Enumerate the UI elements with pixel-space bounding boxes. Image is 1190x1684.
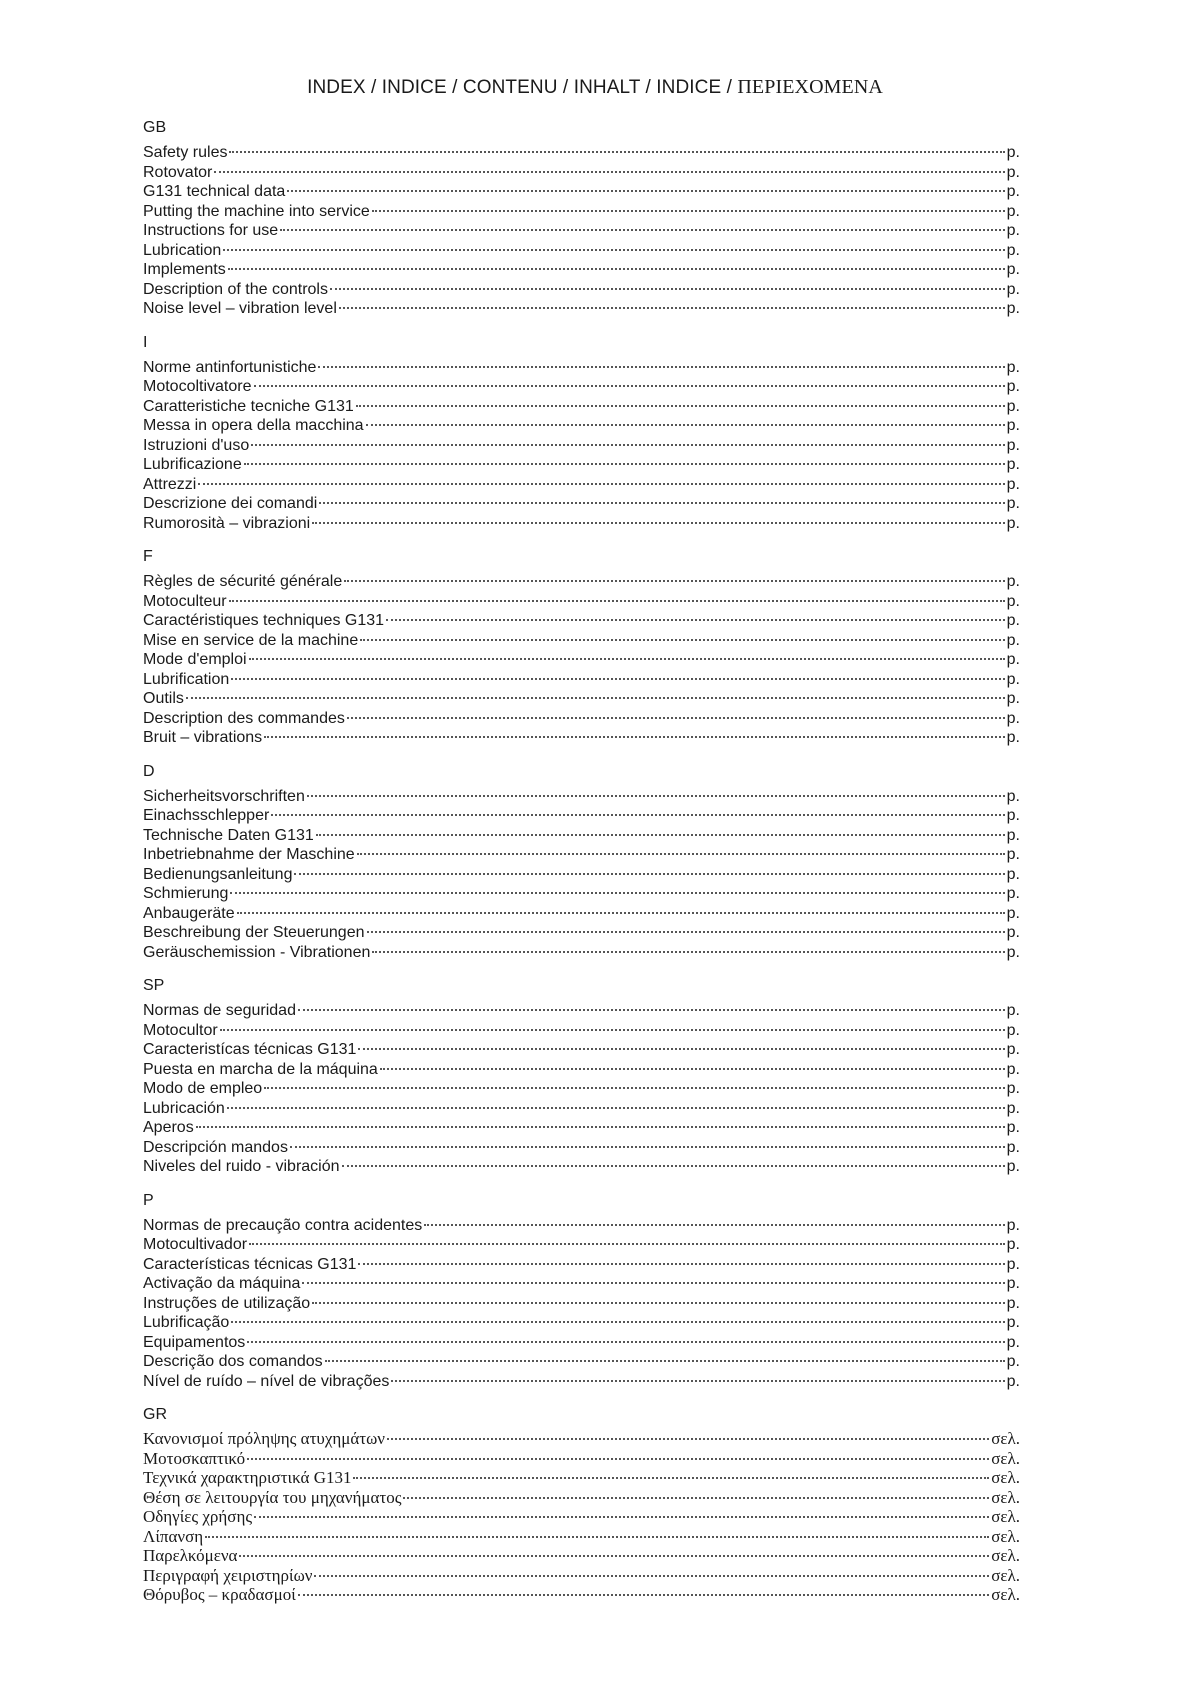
entry-label: Modo de empleo bbox=[143, 1080, 263, 1097]
entry-label: Technische Daten G131 bbox=[143, 826, 314, 844]
section-language-code: D bbox=[143, 762, 155, 780]
dot-leader bbox=[307, 781, 1005, 801]
entry-page-ref: p. bbox=[1006, 456, 1020, 473]
entry-label: Lubrification bbox=[143, 670, 230, 688]
entry-page-ref: p. bbox=[1006, 514, 1020, 532]
index-entry bbox=[143, 664, 1020, 688]
dot-leader bbox=[220, 1015, 1005, 1035]
entry-label: Implements bbox=[143, 261, 226, 278]
entry-label: Παρελκόμενα bbox=[143, 1546, 238, 1565]
entry-label: Description of the controls bbox=[143, 280, 328, 298]
entry-label: Lubricación bbox=[143, 1099, 225, 1117]
entry-page-ref: p. bbox=[1006, 1041, 1020, 1058]
entry-page-ref: p. bbox=[1006, 1119, 1020, 1136]
index-entry bbox=[143, 255, 1020, 278]
entry-label: Norme antinfortunistiche bbox=[143, 358, 317, 376]
entry-page-ref: p. bbox=[1006, 846, 1020, 863]
dot-leader bbox=[339, 294, 1005, 314]
index-entry bbox=[143, 450, 1020, 473]
entry-label: Outils bbox=[143, 690, 184, 707]
index-section-gb bbox=[143, 118, 1020, 317]
index-entry bbox=[143, 1542, 1020, 1565]
entry-page-ref: p. bbox=[1006, 436, 1020, 454]
entry-page-ref: p. bbox=[1006, 612, 1020, 629]
entry-label: Noise level – vibration level bbox=[143, 300, 337, 317]
index-section-sp bbox=[143, 976, 1020, 1175]
entry-label: Anbaugeräte bbox=[143, 904, 235, 922]
index-entry bbox=[143, 352, 1020, 376]
index-entry bbox=[143, 177, 1020, 200]
index-entry bbox=[143, 1132, 1020, 1156]
entry-page-ref: p. bbox=[1006, 241, 1020, 259]
entry-label: Θόρυβος – κραδασμοί bbox=[143, 1585, 296, 1604]
entry-page-ref: p. bbox=[1006, 222, 1020, 239]
index-entry bbox=[143, 684, 1020, 707]
dot-leader bbox=[264, 723, 1004, 743]
dot-leader bbox=[344, 567, 1004, 587]
entry-page-ref: p. bbox=[1006, 202, 1020, 220]
entry-page-ref: p. bbox=[1006, 651, 1020, 668]
entry-page-ref: p. bbox=[1006, 280, 1020, 298]
section-language-code: I bbox=[143, 333, 148, 351]
entry-page-ref: p. bbox=[1006, 261, 1020, 278]
entry-page-ref: p. bbox=[1006, 826, 1020, 844]
dot-leader bbox=[254, 1503, 989, 1523]
entry-page-ref: p. bbox=[1006, 924, 1020, 941]
dot-leader bbox=[230, 879, 1004, 899]
dot-leader bbox=[251, 430, 1004, 450]
entry-page-ref: p. bbox=[1006, 144, 1020, 161]
dot-leader bbox=[380, 1054, 1005, 1074]
entry-label: Règles de sécurité générale bbox=[143, 573, 343, 590]
entry-label: Características técnicas G131 bbox=[143, 1255, 357, 1273]
index-entry bbox=[143, 1015, 1020, 1039]
entry-page-ref: p. bbox=[1006, 1236, 1020, 1253]
dot-leader bbox=[231, 664, 1004, 684]
entry-label: Beschreibung der Steuerungen bbox=[143, 924, 365, 941]
dot-leader bbox=[391, 1366, 1004, 1386]
section-language-code: P bbox=[143, 1191, 154, 1209]
dot-leader bbox=[302, 1269, 1004, 1289]
section-language-code: SP bbox=[143, 977, 165, 994]
entry-label: Putting the machine into service bbox=[143, 202, 370, 220]
entry-page-ref: p. bbox=[1006, 865, 1020, 883]
entry-label: Aperos bbox=[143, 1119, 194, 1136]
entry-page-ref: p. bbox=[1006, 1080, 1020, 1097]
entry-page-ref: p. bbox=[1006, 1002, 1020, 1019]
entry-page-ref: p. bbox=[1006, 183, 1020, 200]
entry-page-ref: p. bbox=[1006, 163, 1020, 181]
entry-label: Instructions for use bbox=[143, 222, 279, 239]
entry-label: Mise en service de la machine bbox=[143, 631, 359, 649]
index-entry bbox=[143, 586, 1020, 610]
entry-page-ref: p. bbox=[1006, 1138, 1020, 1156]
index-entry bbox=[143, 1210, 1020, 1234]
index-entry bbox=[143, 1230, 1020, 1253]
dot-leader bbox=[360, 625, 1004, 645]
entry-label: Mode d'emploi bbox=[143, 651, 247, 668]
index-entry bbox=[143, 372, 1020, 395]
entry-page-ref: p. bbox=[1006, 1372, 1020, 1390]
index-entry bbox=[143, 898, 1020, 922]
entry-page-ref: p. bbox=[1006, 943, 1020, 961]
entry-page-ref: p. bbox=[1006, 670, 1020, 688]
dot-leader bbox=[372, 937, 1004, 957]
entry-label: Messa in opera della macchina bbox=[143, 417, 364, 434]
title-latin: INDEX / INDICE / CONTENU / INHALT / INDICE / bbox=[307, 77, 738, 98]
entry-label: Rotovator bbox=[143, 163, 213, 181]
dot-leader bbox=[298, 996, 1005, 1016]
index-entry bbox=[143, 157, 1020, 181]
entry-label: Lubrificação bbox=[143, 1314, 230, 1331]
entry-page-ref: p. bbox=[1006, 1255, 1020, 1273]
dot-leader bbox=[287, 177, 1004, 197]
entry-page-ref: σελ. bbox=[991, 1526, 1020, 1546]
entry-label: Istruzioni d'uso bbox=[143, 436, 250, 454]
entry-page-ref: p. bbox=[1006, 1216, 1020, 1234]
entry-page-ref: σελ. bbox=[991, 1468, 1020, 1487]
entry-label: Caractéristiques techniques G131 bbox=[143, 612, 385, 629]
index-entry bbox=[143, 1522, 1020, 1546]
entry-page-ref: p. bbox=[1006, 690, 1020, 707]
dot-leader bbox=[237, 898, 1005, 918]
index-entry bbox=[143, 1093, 1020, 1117]
entry-page-ref: p. bbox=[1006, 631, 1020, 649]
entry-page-ref: p. bbox=[1006, 573, 1020, 590]
entry-page-ref: p. bbox=[1006, 495, 1020, 512]
entry-label: Geräuschemission - Vibrationen bbox=[143, 943, 371, 961]
entry-label: Instruções de utilização bbox=[143, 1294, 311, 1312]
index-entry bbox=[143, 703, 1020, 727]
page-title bbox=[0, 76, 1190, 99]
index-entry bbox=[143, 1113, 1020, 1136]
dot-leader bbox=[330, 274, 1005, 294]
dot-leader bbox=[290, 1132, 1005, 1152]
entry-page-ref: σελ. bbox=[991, 1429, 1020, 1448]
index-section-f bbox=[143, 547, 1020, 746]
index-entry bbox=[143, 1561, 1020, 1585]
dot-leader bbox=[387, 1425, 989, 1445]
title-greek: ΠΕΡΙΕΧΟΜΕΝΑ bbox=[737, 76, 883, 98]
entry-label: Caracteristícas técnicas G131 bbox=[143, 1041, 357, 1058]
entry-label: Safety rules bbox=[143, 144, 228, 161]
entry-page-ref: p. bbox=[1006, 1275, 1020, 1292]
index-entry bbox=[143, 645, 1020, 668]
dot-leader bbox=[198, 469, 1004, 489]
entry-label: Motocoltivatore bbox=[143, 378, 252, 395]
dot-leader bbox=[247, 1444, 989, 1464]
entry-page-ref: p. bbox=[1006, 709, 1020, 727]
dot-leader bbox=[325, 1347, 1005, 1367]
entry-page-ref: p. bbox=[1006, 807, 1020, 824]
dot-leader bbox=[186, 684, 1005, 704]
index-section-gr bbox=[143, 1405, 1020, 1604]
index-entry bbox=[143, 1444, 1020, 1468]
entry-page-ref: p. bbox=[1006, 358, 1020, 376]
entry-label: Λίπανση bbox=[143, 1526, 204, 1546]
dot-leader bbox=[249, 645, 1005, 665]
entry-page-ref: p. bbox=[1006, 904, 1020, 922]
index-entry bbox=[143, 567, 1020, 590]
index-entry bbox=[143, 879, 1020, 902]
dot-leader bbox=[358, 1035, 1004, 1055]
dot-leader bbox=[249, 1230, 1005, 1250]
section-language-code: F bbox=[143, 548, 153, 565]
dot-leader bbox=[223, 235, 1004, 255]
index-sections bbox=[143, 118, 1020, 1620]
index-entry bbox=[143, 820, 1020, 844]
entry-page-ref: σελ. bbox=[991, 1487, 1020, 1507]
index-entry bbox=[143, 1425, 1020, 1448]
dot-leader bbox=[312, 508, 1004, 528]
index-entry bbox=[143, 723, 1020, 746]
entry-label: Nível de ruído – nível de vibrações bbox=[143, 1372, 390, 1390]
dot-leader bbox=[312, 1288, 1004, 1308]
entry-page-ref: p. bbox=[1006, 1353, 1020, 1370]
entry-label: Lubrication bbox=[143, 241, 222, 259]
entry-page-ref: p. bbox=[1006, 787, 1020, 805]
entry-page-ref: p. bbox=[1006, 1294, 1020, 1312]
index-entry bbox=[143, 1308, 1020, 1331]
index-entry bbox=[143, 430, 1020, 454]
entry-page-ref: σελ. bbox=[991, 1448, 1020, 1468]
index-entry bbox=[143, 1327, 1020, 1351]
entry-label: Inbetriebnahme der Maschine bbox=[143, 846, 355, 863]
dot-leader bbox=[205, 1522, 989, 1542]
dot-leader bbox=[196, 1113, 1005, 1133]
dot-leader bbox=[214, 157, 1004, 177]
dot-leader bbox=[403, 1483, 989, 1503]
entry-label: Lubrificazione bbox=[143, 456, 242, 473]
entry-page-ref: p. bbox=[1006, 417, 1020, 434]
dot-leader bbox=[342, 1152, 1005, 1172]
dot-leader bbox=[372, 196, 1005, 216]
index-entry bbox=[143, 1464, 1020, 1487]
index-entry bbox=[143, 918, 1020, 941]
dot-leader bbox=[264, 1074, 1004, 1094]
entry-page-ref: p. bbox=[1006, 1099, 1020, 1117]
dot-leader bbox=[366, 411, 1005, 431]
index-entry bbox=[143, 391, 1020, 415]
entry-label: Bruit – vibrations bbox=[143, 729, 263, 746]
index-entry bbox=[143, 274, 1020, 298]
dot-leader bbox=[319, 489, 1004, 509]
dot-leader bbox=[347, 703, 1005, 723]
index-entry bbox=[143, 469, 1020, 493]
entry-page-ref: σελ. bbox=[991, 1507, 1020, 1526]
index-entry bbox=[143, 606, 1020, 629]
entry-label: Θέση σε λειτουργία του μηχανήματος bbox=[143, 1487, 402, 1507]
entry-label: Motoculteur bbox=[143, 592, 227, 610]
entry-label: G131 technical data bbox=[143, 183, 286, 200]
index-entry bbox=[143, 235, 1020, 259]
index-section-d bbox=[143, 762, 1020, 961]
index-entry bbox=[143, 489, 1020, 512]
dot-leader bbox=[280, 216, 1004, 236]
index-section-p bbox=[143, 1191, 1020, 1390]
dot-leader bbox=[244, 450, 1005, 470]
entry-page-ref: p. bbox=[1006, 592, 1020, 610]
entry-page-ref: σελ. bbox=[991, 1546, 1020, 1565]
entry-label: Rumorosità – vibrazioni bbox=[143, 514, 311, 532]
dot-leader bbox=[271, 801, 1004, 821]
dot-leader bbox=[229, 138, 1004, 158]
entry-label: Μοτοσκαπτικό bbox=[143, 1448, 246, 1468]
dot-leader bbox=[228, 255, 1005, 275]
index-entry bbox=[143, 1249, 1020, 1273]
entry-label: Activação da máquina bbox=[143, 1275, 301, 1292]
dot-leader bbox=[231, 1308, 1004, 1328]
dot-leader bbox=[357, 840, 1005, 860]
entry-label: Motocultor bbox=[143, 1021, 218, 1039]
entry-page-ref: p. bbox=[1006, 378, 1020, 395]
index-entry bbox=[143, 1035, 1020, 1058]
dot-leader bbox=[247, 1327, 1004, 1347]
entry-label: Κανονισμοί πρόληψης ατυχημάτων bbox=[143, 1429, 385, 1448]
entry-page-ref: p. bbox=[1006, 1333, 1020, 1351]
entry-page-ref: p. bbox=[1006, 300, 1020, 317]
entry-label: Motocultivador bbox=[143, 1236, 248, 1253]
entry-label: Einachsschlepper bbox=[143, 807, 270, 824]
section-language-code: GB bbox=[143, 119, 167, 136]
entry-label: Descrizione dei comandi bbox=[143, 495, 318, 512]
dot-leader bbox=[294, 859, 1004, 879]
dot-leader bbox=[424, 1210, 1004, 1230]
entry-page-ref: σελ. bbox=[991, 1565, 1020, 1585]
index-entry bbox=[143, 1347, 1020, 1370]
entry-label: Attrezzi bbox=[143, 475, 197, 493]
entry-label: Descrição dos comandos bbox=[143, 1353, 323, 1370]
dot-leader bbox=[386, 606, 1005, 626]
entry-label: Normas de precaução contra acidentes bbox=[143, 1216, 423, 1234]
entry-page-ref: p. bbox=[1006, 1060, 1020, 1078]
entry-label: Οδηγίες χρήσης bbox=[143, 1507, 253, 1526]
index-entry bbox=[143, 781, 1020, 805]
index-entry bbox=[143, 1503, 1020, 1526]
index-entry bbox=[143, 996, 1020, 1019]
dot-leader bbox=[358, 1249, 1004, 1269]
entry-page-ref: p. bbox=[1006, 885, 1020, 902]
entry-label: Niveles del ruido - vibración bbox=[143, 1158, 340, 1175]
entry-label: Sicherheitsvorschriften bbox=[143, 787, 305, 805]
index-entry bbox=[143, 138, 1020, 161]
entry-page-ref: σελ. bbox=[991, 1585, 1020, 1604]
entry-label: Περιγραφή χειριστηρίων bbox=[143, 1565, 313, 1585]
entry-page-ref: p. bbox=[1006, 1314, 1020, 1331]
dot-leader bbox=[298, 1581, 989, 1601]
dot-leader bbox=[353, 1464, 989, 1484]
dot-leader bbox=[227, 1093, 1005, 1113]
entry-label: Description des commandes bbox=[143, 709, 345, 727]
entry-label: Puesta en marcha de la máquina bbox=[143, 1060, 378, 1078]
dot-leader bbox=[229, 586, 1005, 606]
entry-page-ref: p. bbox=[1006, 475, 1020, 493]
entry-label: Τεχνικά χαρακτηριστικά G131 bbox=[143, 1468, 352, 1487]
dot-leader bbox=[367, 918, 1005, 938]
entry-page-ref: p. bbox=[1006, 729, 1020, 746]
dot-leader bbox=[318, 352, 1004, 372]
dot-leader bbox=[254, 372, 1005, 392]
entry-label: Caratteristiche tecniche G131 bbox=[143, 397, 354, 415]
entry-label: Schmierung bbox=[143, 885, 229, 902]
index-section-i bbox=[143, 333, 1020, 532]
entry-page-ref: p. bbox=[1006, 1158, 1020, 1175]
index-entry bbox=[143, 801, 1020, 824]
entry-label: Normas de seguridad bbox=[143, 1002, 296, 1019]
dot-leader bbox=[356, 391, 1005, 411]
entry-label: Equipamentos bbox=[143, 1333, 246, 1351]
entry-label: Descripción mandos bbox=[143, 1138, 288, 1156]
dot-leader bbox=[314, 1561, 989, 1581]
section-language-code: GR bbox=[143, 1406, 167, 1423]
entry-page-ref: p. bbox=[1006, 397, 1020, 415]
index-entry bbox=[143, 1074, 1020, 1097]
entry-page-ref: p. bbox=[1006, 1021, 1020, 1039]
dot-leader bbox=[239, 1542, 989, 1562]
dot-leader bbox=[316, 820, 1005, 840]
entry-label: Bedienungsanleitung bbox=[143, 865, 293, 883]
